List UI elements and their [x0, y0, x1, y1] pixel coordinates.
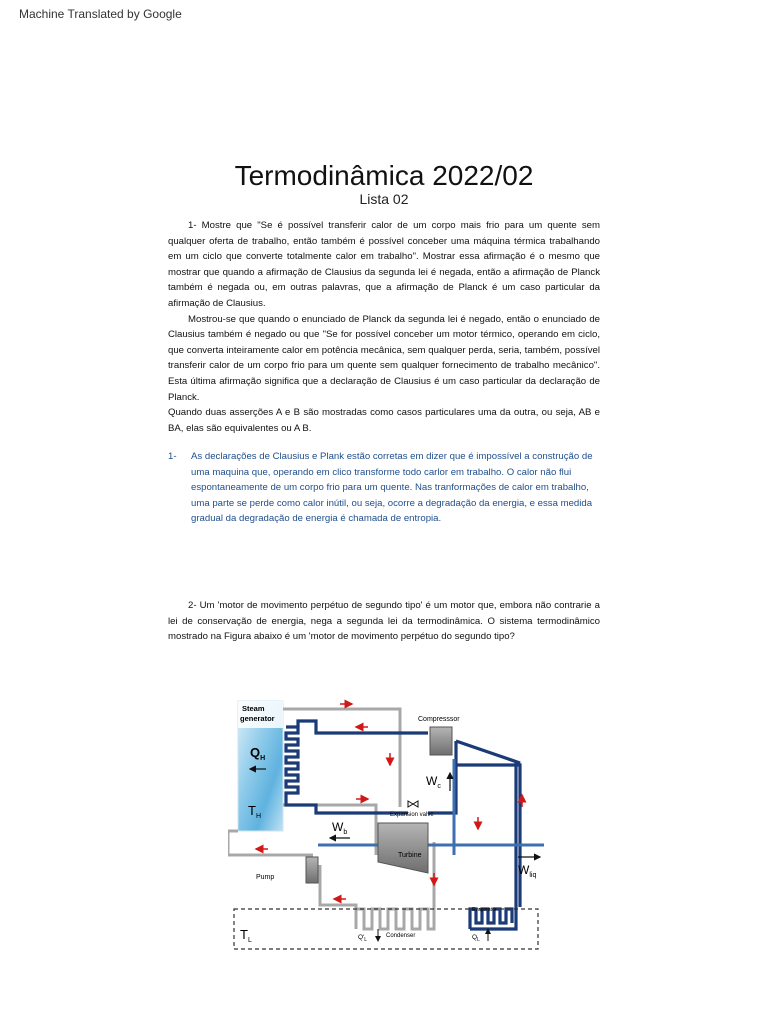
question-1-paragraph-1: 1- Mostre que "Se é possível transferir calor de um corpo mais frio para um quente sem qualquer oferta de trabalho, então também é possível conceber uma máquina térmica trabalhando em um ciclo que converte totalmente calor em trabalho". Mostrar essa afirmação é o mesmo que mostrar que quando a afirmação de Clausius da segunda lei é negada, então a afirmação de Planck também é negada ou, em outras palavras, que a afirmação de Planck é um caso particular da afirmação de Clausius.	[168, 220, 600, 309]
pump-label: Pump	[256, 874, 275, 881]
thermodynamic-cycle-figure	[228, 697, 544, 953]
question-2	[168, 598, 600, 645]
answer-1-text: As declarações de Clausius e Plank estão corretas em dizer que é impossível a construção de uma maquina que, operando em clico transforme todo carlor em trabalho. O calor não flui espontaneamente de um corpo frio para um quente. Nas tranformações de calor em trabalho, uma parte se perde como calor inútil, ou seja, ocorre a degradação da energia, e essa medida gradual da degradação de energia é chamada de entropia.	[191, 451, 593, 525]
expansion-valve-label: Expansion valve	[390, 812, 434, 818]
page-subtitle: Lista 02	[359, 191, 409, 207]
th-label: $T_H$	[248, 803, 262, 820]
turbine-label: Turbine	[398, 852, 422, 859]
question-2-text: 2- Um 'motor de movimento perpétuo de segundo tipo' é um motor que, embora não contrarie a lei de conservação de energia, nega a segunda lei da termodinâmica. O sistema termodinâmico mostrado na Figura abaixo é um 'motor de movimento perpétuo do segundo tipo?	[168, 600, 600, 643]
compressor	[430, 727, 452, 755]
answer-1-number: 1-	[168, 451, 177, 462]
evaporator-label: Evaporator	[472, 907, 497, 913]
pump	[306, 857, 318, 883]
wc-label: $W_c$	[426, 774, 441, 790]
tl-label: $T_L$	[240, 927, 252, 944]
question-1-paragraph-3: Quando duas asserções A e B são mostradas como casos particulares uma da outra, ou seja, AB e BA, elas são equivalentes ou A B.	[168, 407, 600, 434]
wliq-label: $W_{liq}$	[518, 863, 537, 879]
steam-generator-label-1: Steam	[242, 704, 265, 713]
ql-label: $Q_L$	[472, 934, 480, 943]
question-1-paragraph-2: Mostrou-se que quando o enunciado de Planck da segunda lei é negado, então o enunciado de Clausius também é negado ou que "Se for possível conceber um motor térmico, operando em ciclo, que converta inteiramente calor em potência mecânica, sem qualquer perda, seria, também, possível transferir calor de um corpo frio para um quente sem qualquer fornecimento de trabalho mecânico". Esta última afirmação significa que a declaração de Clausius é um caso particular da declaração de Planck.	[168, 313, 600, 403]
expansion-valve	[408, 801, 418, 807]
answer-1	[168, 449, 600, 527]
page-title: Termodinâmica 2022/02	[234, 160, 534, 191]
steam-generator-label-2: generator	[240, 714, 275, 723]
question-1	[168, 218, 600, 436]
machine-translated-banner: Machine Translated by Google	[19, 7, 182, 21]
cycle-diagram-svg	[228, 697, 544, 953]
compressor-label: Compresssor	[418, 716, 460, 723]
turbine	[378, 823, 428, 873]
qh-label: $Q_H$	[250, 745, 266, 762]
wb-label: $W_b$	[332, 820, 348, 836]
condenser-label: Condenser	[386, 933, 416, 939]
ql-prime-label: $Q'_L$	[358, 934, 368, 943]
